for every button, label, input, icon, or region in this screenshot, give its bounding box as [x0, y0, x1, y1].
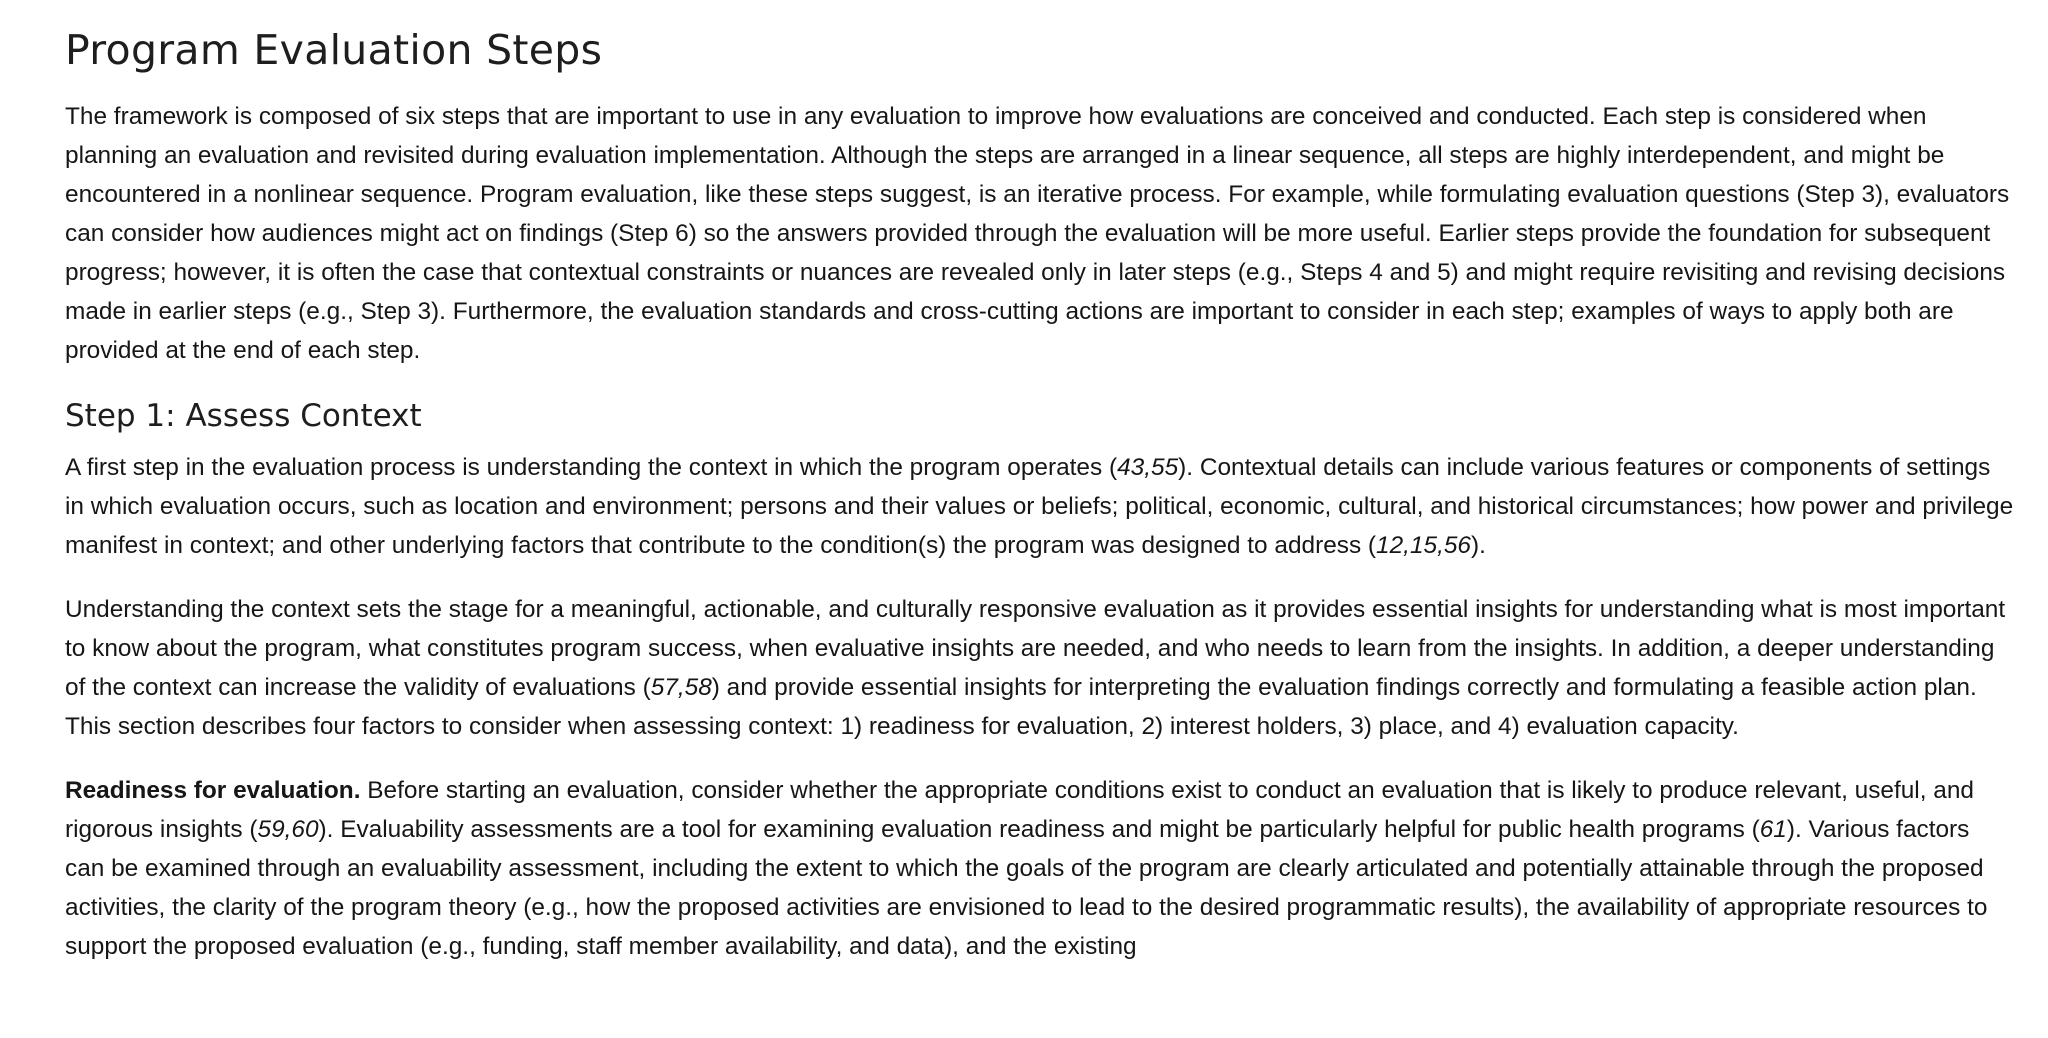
text: A first step in the evaluation process is understanding the context in which the program operates (: [65, 454, 1118, 481]
citation-link[interactable]: 59,60: [257, 816, 319, 843]
text: Before starting an evaluation, consider whether the appropriate conditions exist to conduct an evaluation that is likely to produce relevant, useful, and rigorous insights (: [65, 777, 1974, 843]
text: ). Evaluability assessments are a tool for examining evaluation readiness and might be particularly helpful for public health programs (: [318, 816, 1760, 843]
readiness-label: Readiness for evaluation.: [65, 777, 361, 804]
step1-paragraph-1: [65, 448, 2015, 565]
text: ). Contextual details can include various features or components of settings in which evaluation occurs, such as location and environment; persons and their values or beliefs; political, economic, cultural, and historical circumstances; how power and privilege manifest in context; and other underlying factors that contribute to the condition(s) the program was designed to address (: [65, 454, 2014, 559]
step1-heading: Step 1: Assess Context: [65, 398, 422, 434]
text: ).: [1471, 532, 1486, 559]
citation-link[interactable]: 43,55: [1117, 454, 1179, 481]
intro-paragraph: The framework is composed of six steps that are important to use in any evaluation to improve how evaluations are conceived and conducted. Each step is considered when planning an evaluation and revisited during evaluation implementation. Although the steps are arranged in a linear sequence, all steps are highly interdependent, and might be encountered in a nonlinear sequence. Program evaluation, like these steps suggest, is an iterative process. For example, while formulating evaluation questions (Step 3), evaluators can consider how audiences might act on findings (Step 6) so the answers provided through the evaluation will be more useful. Earlier steps provide the foundation for subsequent progress; however, it is often the case that contextual constraints or nuances are revealed only in later steps (e.g., Steps 4 and 5) and might require revisiting and revising decisions made in earlier steps (e.g., Step 3). Furthermore, the evaluation standards and cross-cutting actions are important to consider in each step; examples of ways to apply both are provided at the end of each step.: [65, 103, 2010, 364]
step1-paragraph-3: [65, 771, 2015, 966]
text: ) and provide essential insights for interpreting the evaluation findings correctly and formulating a feasible action plan. This section describes four factors to consider when assessing context: 1) readiness for evaluation, 2) interest holders, 3) place, and 4) evaluation capacity.: [65, 674, 1977, 740]
text: ). Various factors can be examined through an evaluability assessment, including the extent to which the goals of the program are clearly articulated and potentially attainable through the proposed activities, the clarity of the program theory (e.g., how the proposed activities are envisioned to lead to the desired programmatic results), the availability of appropriate resources to support the proposed evaluation (e.g., funding, staff member availability, and data), and the existing: [65, 816, 1988, 960]
text: Understanding the context sets the stage for a meaningful, actionable, and culturally responsive evaluation as it provides essential insights for understanding what is most important to know about the program, what constitutes program success, when evaluative insights are needed, and who needs to learn from the insights. In addition, a deeper understanding of the context can increase the validity of evaluations (: [65, 596, 2006, 701]
citation-link[interactable]: 12,15,56: [1376, 532, 1471, 559]
citation-link[interactable]: 61: [1759, 816, 1787, 843]
page-title: Program Evaluation Steps: [65, 26, 603, 74]
step1-paragraph-2: [65, 590, 2015, 746]
citation-link[interactable]: 57,58: [650, 674, 712, 701]
